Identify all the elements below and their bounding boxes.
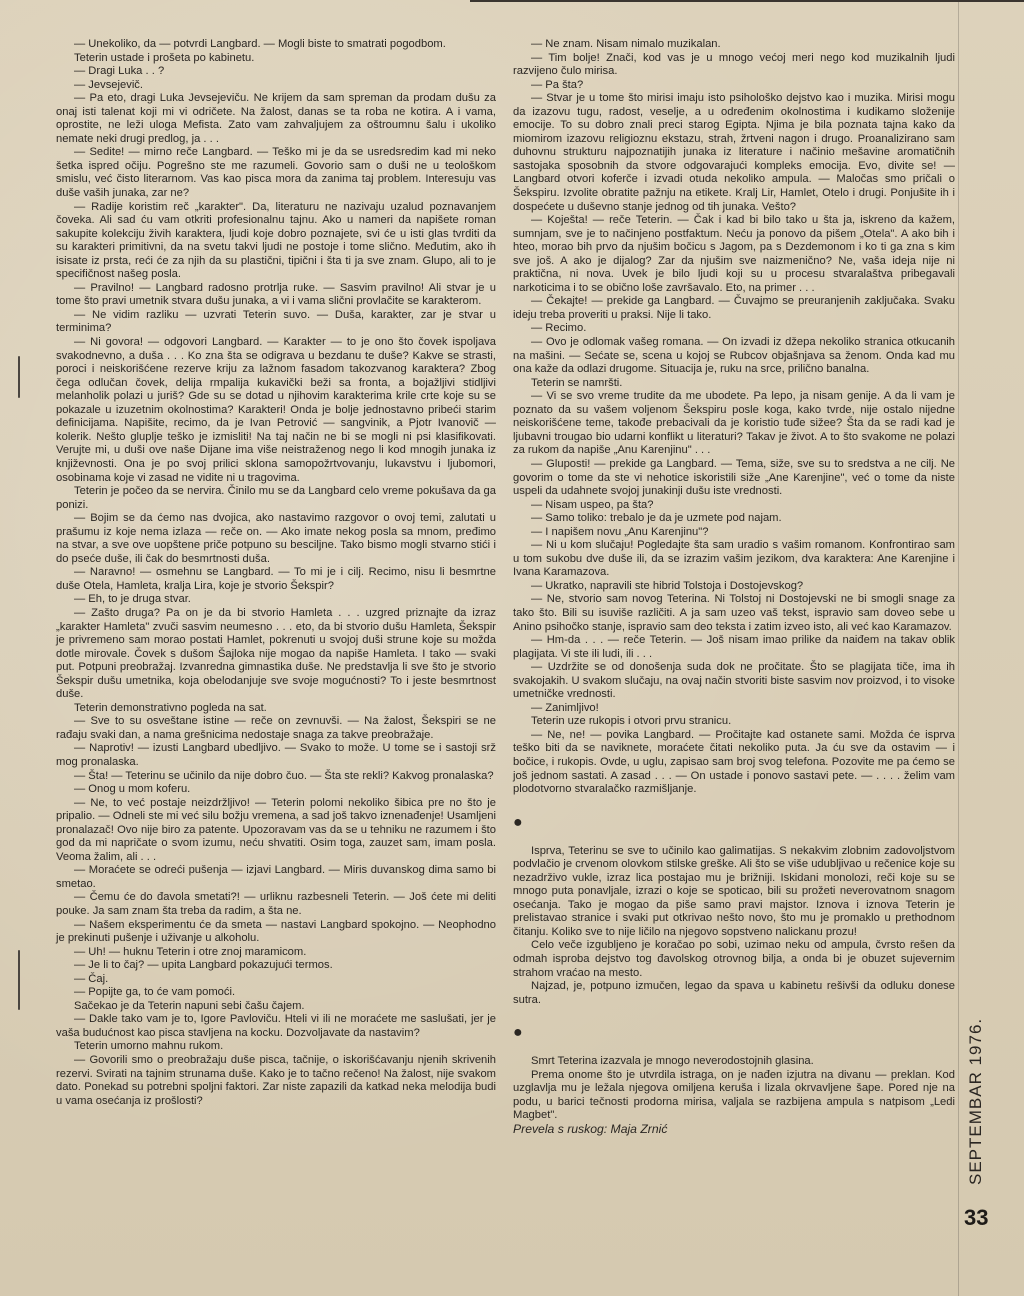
paragraph: — Ne znam. Nisam nimalo muzikalan.: [531, 38, 721, 50]
paragraph: — Našem eksperimentu će da smeta — nastavi Langbard spokojno. — Neophodno je prekinuti pušenje i uživanje u alkoholu.: [56, 918, 496, 945]
paragraph: — Ukratko, napravili ste hibrid Tolstoja i Dostojevskog?: [531, 579, 804, 592]
translator-credit: Prevela s ruskog: Maja Zrnić: [513, 1121, 668, 1136]
paragraph: — Ne, stvorio sam novog Teterina. Ni Tolstoj ni Dostojevski ne bi smogli snage za tako što. Bili su isuviše različiti. A ja sam uzeo vaš tekst, ispravio sam doveo sebe u Anino psihočko stanje, ispravio sam deo teksta i zatim izvео isto, ali već kao Karamazov.: [513, 593, 955, 633]
paragraph: — Sve to su osveštane istine — reče on zevnuvši. — Na žalost, Šekspiri se ne rađaju svaki dan, a nama grešnicima nedostaje snaga za takve preobražaje.: [56, 715, 496, 741]
paragraph: — Samo toliko: trebalo je da je uzmete pod najam.: [531, 512, 782, 525]
paragraph: Teterin uze rukopis i otvori prvu stranicu.: [531, 715, 732, 728]
paragraph: — Jevsejevič.: [74, 78, 144, 91]
paragraph: — Hm-da . . . — reče Teterin. — Još nisam imao prilike da naiđem na takav oblik plagijata. Vi ste ili ludi, ili . . .: [513, 634, 955, 660]
paragraph: — Ne, ne! — povika Langbard. — Pročitajte kad ostanete sami. Možda će isprva teško biti da se naviknete, moraćete čitati nekoliko puta. Ja ću sve da ostavim — i bočice, i rukopis. Ovde, u uglu, zapisao sam broj svog telefona. Pozovite me pa ćemo se još jednom sastati. A zasad . . . — On ustade i ponovo sastavi pete. — . . . . želim vam plodotvorno stvaralačko razmišljanje.: [513, 728, 955, 796]
paragraph: — Tim bolje! Znači, kod vas je u mnogo većoj meri nego kod muzikalnih ljudi razvijeno čulo mirisa.: [513, 51, 955, 78]
paragraph: — Naravno! — osmehnu se Langbard. — To mi je i cilj. Recimo, nisu li besmrtne duše Otela, Hamleta, kralja Lira, koje je stvorio Šekspir?: [56, 566, 496, 592]
paragraph: Teterin se namršti.: [531, 376, 623, 389]
paragraph: Teterin je počeo da se nervira. Činilo mu se da Langbard celo vreme pokušava da ga ponizi.: [56, 485, 496, 511]
paragraph: — Eh, to je druga stvar.: [74, 593, 191, 606]
left-text-column: [56, 38, 496, 1108]
right-column-ending: [513, 1055, 955, 1123]
paragraph: — Gluposti! — prekide ga Langbard. — Tema, siže, sve su to sredstva a ne cilj. Ne govorim o tome da ste vi nehotice iskoristili siže „Ane Karenjine", već o tome da niste uspeli da udahnete svojoj junakinji dušu iste vrednosti.: [513, 457, 955, 498]
paragraph: — Popijte ga, to će vam pomoći.: [74, 986, 236, 999]
paragraph: — Stvar je u tome što mirisi imaju isto psihološko dejstvo kao i muzika. Mirisi mogu da izazovu tugu, radost, veselje, a u određenim okolnostima i kudikamo složenije emocije. To su dobro znali preci starog Egipta. Njima je bila poznata tajna kako da miomirom izazovu religioznu ekstazu, strah, žrtveni nagon i drugo. Proanalizirano sam duhovnu strukturu najpoznatijih junaka iz literature i načinio mešavine aromatičnih sastojaka sposobnih da stvore odgovarajući kompleks emocija. Evo, divite se! — Langbard otvori koferče i izvadi otuda nekoliko ampula. — Maločas smo pričali o Šekspiru. Izvolite obratite pažnju na etikete. Kralj Lir, Hamlet, Otelo i drugi. Ponjušite ih i dospećete u duševno stanje jednog od tih junaka. Vešto?: [513, 92, 955, 213]
paragraph: — I napišem novu „Anu Karenjinu"?: [531, 525, 709, 538]
right-column-narration: [513, 845, 955, 1008]
top-rule: [470, 0, 1024, 2]
paragraph: — Ne vidim razliku — uzvrati Teterin suvo. — Duša, karakter, zar je stvar u terminima?: [56, 308, 496, 335]
paragraph: Teterin demonstrativno pogleda na sat.: [74, 701, 267, 714]
paragraph: Isprva, Teterinu se sve to učinilo kao galimatijas. S nekakvim zlobnim zadovoljstvom podvlačio je crvenom olovkom stilske greške. Ali što se više udubljivao u rečenice koje su nezadrživo vukle, izraz lica postajao mu je brižniji. Iskidani monolozi, reči koje su se mnogo puta ponavljale, izrazi o koje se spoticao, bili su prožeti neverovatnom snagom osećanja. Tako je mogao da piše samo pravi majstor. Iznova i iznova Teterin je prelistavao stranice i svaki put otkrivao nešto novo, što mu je promaklo u prethodnom čitanju. Koliko sve to nije ličilo na njegovo sopstveno nalickanu prozu!: [513, 844, 955, 938]
paragraph: — Naprotiv! — izusti Langbard ubedljivo. — Svako to može. U tome se i sastoji srž mog pronalaska.: [56, 742, 496, 768]
issue-date-label: SEPTEMBAR 1976.: [966, 1017, 985, 1185]
paragraph: Teterin umorno mahnu rukom.: [74, 1040, 224, 1053]
paragraph: — Unekoliko, da — potvrdi Langbard. — Mogli biste to smatrati pogodbom.: [74, 38, 446, 50]
paragraph: Sačekao je da Teterin napuni sebi čašu čajem.: [74, 999, 305, 1012]
paragraph: — Koješta! — reče Teterin. — Čak i kad bi bilo tako u šta ja, iskreno da kažem, sumnjam, sve je to načinjeno postfaktum. Neću ja ponovo da pišem „Otela". A ako bih i hteo, morao bih prvo da njušim bočicu s Jagom, pa s Dezdemonom i ko ti ga zna s kim sve još. A ako je dijalog? Zar da njušim sve naizmenično? Ne, vaša ideja nije ni praktična, ni nova. Uvek je bilo ljudi koji su u procesu stvaralaštva pribegavali narkoticima i to se obično loše završavalo. Eto, na primer . . .: [513, 214, 955, 294]
paragraph: — Vi se svo vreme trudite da me ubodete. Pa lepo, ja nisam genije. A da li vam je poznato da su vašem voljenom Šekspiru posle koga, kako tvrde, nije ostalo nijedne neiskorišćene teme, takođe prebacivali da je koristio tuđe sižee? Šta da se radi kad je ljubavni trougao bio udarni konflikt u literaturi? Takav je život. A to što svakome ne polazi za rukom da napiše „Anu Karenjinu" . . .: [513, 390, 955, 457]
right-text-column: [513, 38, 955, 1136]
paragraph: — Pa šta?: [531, 78, 584, 91]
paragraph: — Ne, to već postaje neizdržljivo! — Teterin polomi nekoliko šibica pre no što je pripalio. — Odneli ste mi već silu božju vremena, a sad još takvo iznenađenje! Usamljeni pronalazač! Ovo nije biro za patente. Upozoravam vas da se u tehniku ne razumem i što god da mi napričate o svom izumu, neću shvatiti. Osim toga, zauzet sam, imam posla. Veoma žalim, ali . . .: [56, 796, 496, 863]
paragraph: — Bojim se da ćemo nas dvojica, ako nastavimo razgovor o ovoj temi, zalutati u prašumu iz koje nema izlaza — reče on. — Ako imate nekog posla sa mnom, pređimo na stvar, a sve ove uopštene priče potpuno su besciljne. Tako bismo mogli stvarno stići i do pseće duše, ili čak do besmrtnosti duša.: [56, 512, 496, 565]
paragraph: — Govorili smo o preobražaju duše pisca, tačnije, o iskorišćavanju njenih skrivenih rezervi. Svirati na tajnim strunama duše. Kako je to tačno rečeno! Na žalost, nije svakom dato. Ponekad su potrebni spoljni faktori. Zar niste zapazili da katkad neka melodija budi u vama osećanja iz prošlosti?: [56, 1054, 496, 1107]
paragraph: — Zašto druga? Pa on je da bi stvorio Hamleta . . . uzgred priznajte da izraz „karakter Hamleta" zvuči sasvim neumesno . . . eto, da bi stvorio dušu Hamleta, Šekspir je privremeno sam morao postati Hamlet, pokrenuti u svojoj duši strune koje su možda dotle mirovale. Čovek s dušom Šajloka nije mogao da napiše Hamleta. I tako — svaki put. Potpuni preobražaj. Izvanredna gimnastika duše. Ne predstavlja li sve što je stvorio Šekspir dušu umetnika, koja obelodanjuje sve svoje mogućnosti? To i jeste besmrtnost duše.: [56, 606, 496, 701]
paragraph: — Je li to čaj? — upita Langbard pokazujući termos.: [74, 959, 333, 972]
section-bullet: ●: [513, 1024, 523, 1042]
section-bullet: ●: [513, 813, 523, 831]
paragraph: — Dakle tako vam je to, Igore Pavloviču. Hteli vi ili ne moraćete me saslušati, jer je vaša budućnost kao pisca stavljena na kocku. Dozvoljavate da nastavim?: [56, 1013, 496, 1039]
paragraph: — Pravilno! — Langbard radosno protrlja ruke. — Sasvim pravilno! Ali stvar je u tome što pravi umetnik stvara dušu junaka, a vi i vama slični provlačite se karakterom.: [56, 281, 496, 308]
paragraph: — Šta! — Teterinu se učinilo da nije dobro čuo. — Šta ste rekli? Kakvog pronalaska?: [74, 769, 494, 782]
paragraph: — Dragi Luka . . ?: [74, 65, 165, 78]
paragraph: Najzad, je, potpuno izmučen, legao da spava u kabinetu rešivši da odluku donese sutra.: [513, 980, 955, 1006]
paragraph: — Nisam uspeo, pa šta?: [531, 498, 654, 511]
paragraph: — Radije koristim reč „karakter". Da, literaturu ne nazivaju uzalud poznavanjem čoveka. Ali sad ću vam otkriti profesionalnu tajnu. Ako u nameri da napišete roman sakupite kolekciju živih karaktera, ljudi koje dobro poznajete, svi će u isti glas tvrditi da su karakteri primitivni, da na svetu takvi ljudi ne postoje i tome slično. Međutim, ako ih isisate iz prsta, reći će za njih da su plastični, tipični i šta ti ja sve znam. Glupo, ali to je specifičnost našeg posla.: [56, 200, 496, 281]
paragraph: Teterin ustade i prošeta po kabinetu.: [74, 51, 255, 64]
right-column-dialogue: [513, 38, 955, 797]
paragraph: — Ni govora! — odgovori Langbard. — Karakter — to je ono što čovek ispoljava svakodnevno, a duša . . . Ko zna šta se odigrava u bezdanu te duše? Kakve se strasti, poroci i neiskorišćene rezerve kriju za lažnom fasadom takozvanog karaktera? Zbog čega odlučan čovek, delija rmpalija kukavički beži sa fronta, a bojažljivi stidljivi melanholik polazi u juriš? Gde su se dotad u njihovim karakterima krile crte koje su se pokazale u izuzetnim okolnostima? Karakteri! Onda je bolje jednostavno pribeći starim definicijama. Napišite, recimo, da je Ivan Petrović — sangvinik, a Pjotr Ivanovič — kolerik. Nešto gluplje teško je izmisliti! Na taj način ne bi se mogli ni psi klasifikovati. Verujte mi, u duši ove naše Dijane ima više neistraženog nego li kod mnogih junaka iz književnosti. Ona je po svoj prilici sklona samopožrtvovanju, lukavstvu i ljubomori, osobinama koje vi zasad ne vidite ni u tragovima.: [56, 336, 496, 484]
paragraph: — Čaj.: [74, 972, 109, 985]
paragraph: — Zanimljivo!: [531, 701, 599, 714]
margin-pencil-mark: [18, 356, 20, 398]
paragraph: — Uh! — huknu Teterin i otre znoj maramicom.: [74, 945, 307, 958]
paragraph: Prema onome što je utvrdila istraga, on je nađen izjutra na divanu — preklan. Kod uzglavlja mu je ležala njegova omiljena keruša i lizala okrvavljene šape. Pored nje na podu, u barici tečnosti prodorna mirisa, valjala se razbijena ampula s natpisom „Ledi Magbet".: [513, 1068, 955, 1122]
page-fold-line: [958, 0, 959, 1296]
paragraph: — Ovo je odlomak vašeg romana. — On izvadi iz džepa nekoliko stranica otkucanih na mašini. — Sećate se, scena u kojoj se Rubcov objašnjava sa ženom. Onda kad mu ona kaže da odlazi drugome. Situacija je, ruku na srce, prilično banalna.: [513, 336, 955, 376]
paragraph: — Sedite! — mirno reče Langbard. — Teško mi je da se usredsredim kad mi neko šetka ispred očiju. Pogrešno ste me razumeli. Govorio sam o duši ne u teološkom smislu, već čisto literarnom. Vas kao pisca mora da zanima taj problem. Interesuju vas duše vaših junaka, zar ne?: [56, 146, 496, 200]
paragraph: — Ni u kom slučaju! Pogledajte šta sam uradio s vašim romanom. Konfrontirao sam u tom sukobu dve duše ili, da se izrazim vašim jezikom, dva karaktera: Ane Karenjine i Ivana Karamazova.: [513, 539, 955, 579]
paragraph: — Onog u mom koferu.: [74, 783, 191, 796]
paragraph: — Pa eto, dragi Luka Jevsejeviču. Ne krijem da sam spreman da prodam dušu za onaj isti talenat koji mi vi odričete. Na žalost, danas se ta roba ne kotira. A i vama, oprostite, ne leži uloga Mefista. Zato vam zahvaljujem za oštroumnu šalu i ukoliko nemate neki drugi predlog, ja . . .: [56, 92, 496, 145]
paragraph: — Čemu će do đavola smetati?! — urliknu razbesneli Teterin. — Još ćete mi deliti pouke. Ja sam znam šta treba da radim, a šta ne.: [56, 891, 496, 917]
paragraph: Smrt Teterina izazvala je mnogo neverodostojnih glasina.: [531, 1055, 814, 1068]
paragraph: — Moraćete se odreći pušenja — izjavi Langbard. — Miris duvanskog dima samo bi smetao.: [56, 864, 496, 890]
margin-pencil-mark: [18, 950, 20, 1010]
paragraph: — Uzdržite se od donošenja suda dok ne pročitate. Što se plagijata tiče, ima ih svakojakih. U svakom slučaju, na ovaj način stvoriti biste sasvim nov proizvod, i to visoke umetničke vrednosti.: [513, 661, 955, 701]
paragraph: Celo veče izgubljeno je koračao po sobi, uzimao neku od ampula, čvrsto rešen da odmah isproba dejstvo tog đavolskog otrovnog bilja, a onda bi je obuzet sujevernim strahom vraćao na mesto.: [513, 939, 955, 979]
page-number: 33: [964, 1205, 989, 1230]
paragraph: — Recimo.: [531, 322, 587, 335]
paragraph: — Čekajte! — prekide ga Langbard. — Čuvajmo se preuranjenih zaključaka. Svaku ideju treba proveriti u praksi. Nije li tako.: [513, 295, 955, 321]
